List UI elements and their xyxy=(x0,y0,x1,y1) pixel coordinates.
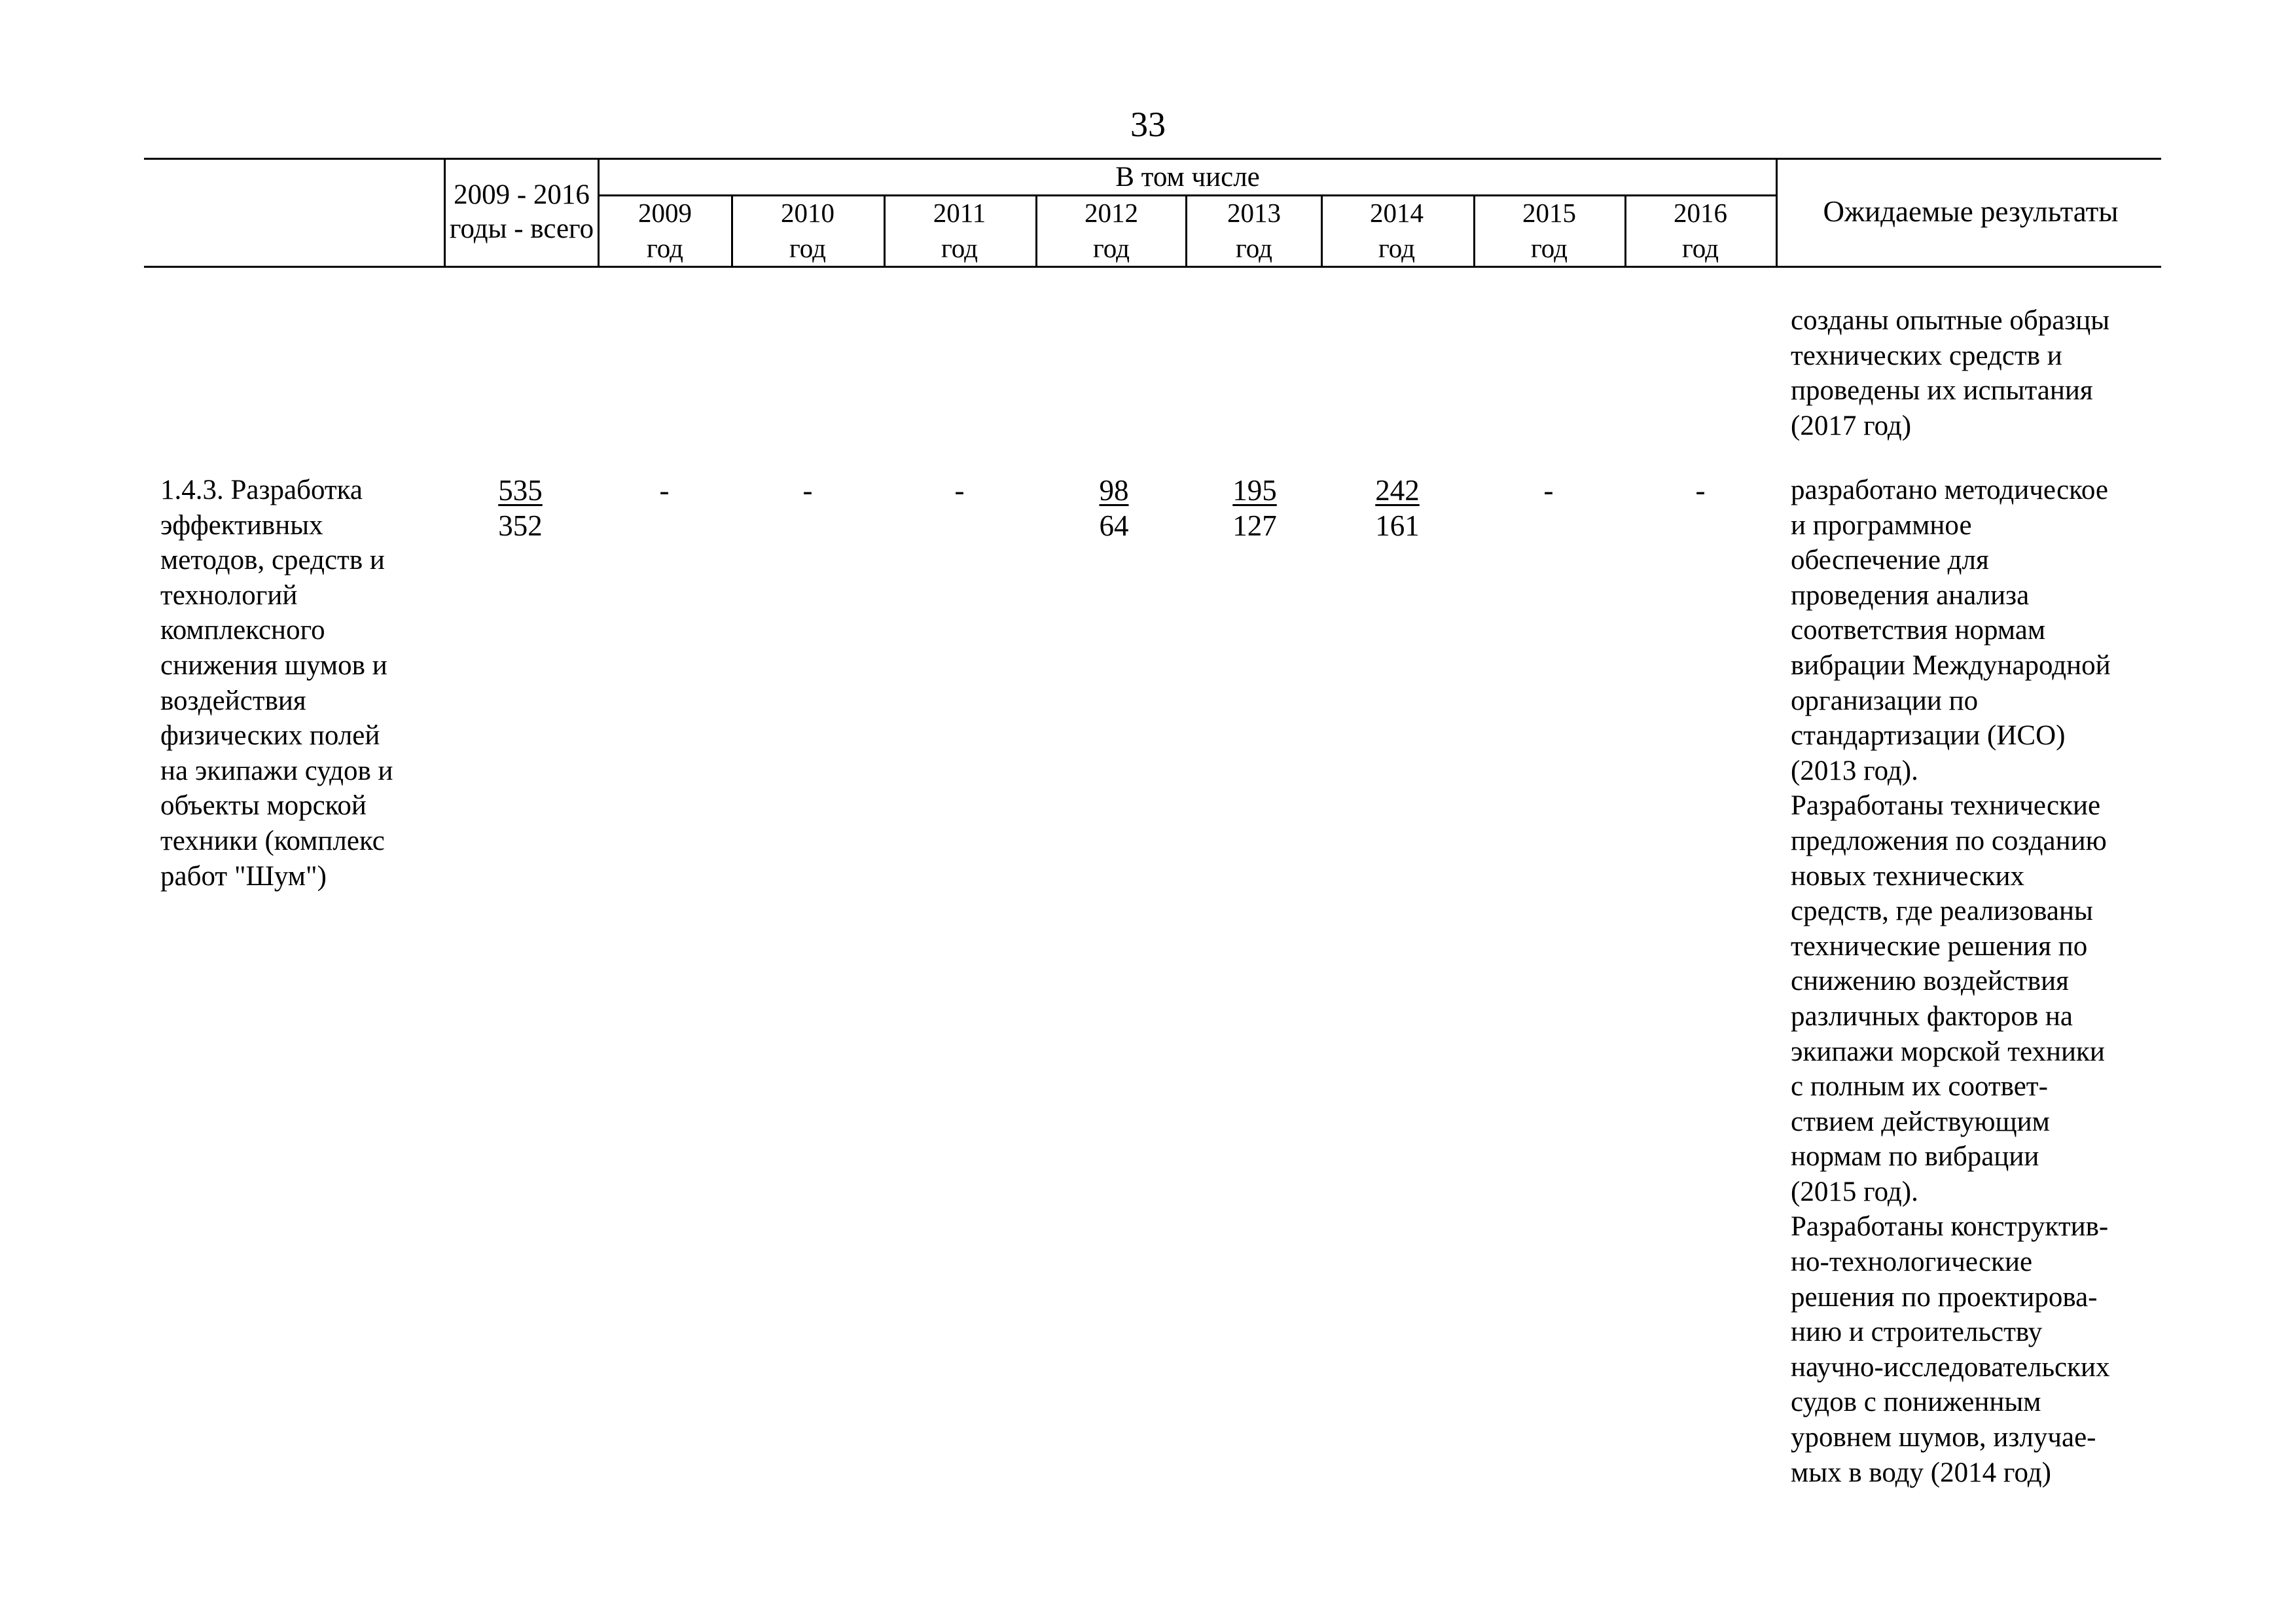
header-total-col: 2009 - 2016 годы - всего xyxy=(449,179,594,244)
total-value-bottom: 352 xyxy=(498,509,543,542)
value-2013-top: 195 xyxy=(1232,474,1277,507)
row-title: 1.4.3. Разработка эффективных методов, средств и технологий комплексного снижения шумов и воздействия физических полей на экипажи судов и объекты морской техники (комплекс работ "Шум") xyxy=(160,475,393,892)
page-number: 33 xyxy=(1130,105,1166,144)
row-result: разработано методическое и программное обеспечение для проведения анализа соответствия нормам вибрации Международной организации по стандартизации (ИСО) (2013 год). Разработаны технические предложения по созданию новых технических средств, где реализованы технические решения по снижению воздействия различных факторов на экипажи морской техники с полным их соответ- ствием действующим нормам по вибрации (2015 год). Разработаны конструктив- но-технологические решения по проектирова- нию и строительству научно-исследовательских судов с пониженным уровнем шумов, излучае- мых в воду (2014 год) xyxy=(1791,475,2111,1488)
table-header-bottom-rule xyxy=(144,266,2161,268)
header-year-2012: 2012 год xyxy=(1085,198,1138,263)
header-group-label: В том числе xyxy=(1115,162,1260,192)
header-year-2013: 2013 год xyxy=(1227,198,1281,263)
total-value-top: 535 xyxy=(498,474,543,507)
value-2009: - xyxy=(659,474,670,507)
value-2012-top: 98 xyxy=(1099,474,1129,507)
value-2010: - xyxy=(802,474,813,507)
value-2012 xyxy=(1071,473,1157,543)
value-2016: - xyxy=(1695,474,1706,507)
value-2013 xyxy=(1212,473,1297,543)
header-year-2011: 2011 год xyxy=(933,198,986,263)
value-2014-top: 242 xyxy=(1375,474,1420,507)
table-top-rule xyxy=(144,158,2161,160)
value-2013-bottom: 127 xyxy=(1232,509,1277,542)
row-total-value xyxy=(478,473,563,543)
value-2014 xyxy=(1355,473,1440,543)
header-year-2010: 2010 год xyxy=(781,198,834,263)
header-year-2014: 2014 год xyxy=(1370,198,1424,263)
header-year-2015: 2015 год xyxy=(1522,198,1576,263)
header-year-2009: 2009 год xyxy=(638,198,692,263)
value-2015: - xyxy=(1543,474,1554,507)
header-results-col: Ожидаемые результаты xyxy=(1823,195,2119,228)
value-2014-bottom: 161 xyxy=(1375,509,1420,542)
value-2012-bottom: 64 xyxy=(1099,509,1129,542)
header-year-2016: 2016 год xyxy=(1674,198,1727,263)
value-2011: - xyxy=(954,474,965,507)
continuation-result: созданы опытные образцы технических средств и проведены их испытания (2017 год) xyxy=(1791,305,2110,441)
